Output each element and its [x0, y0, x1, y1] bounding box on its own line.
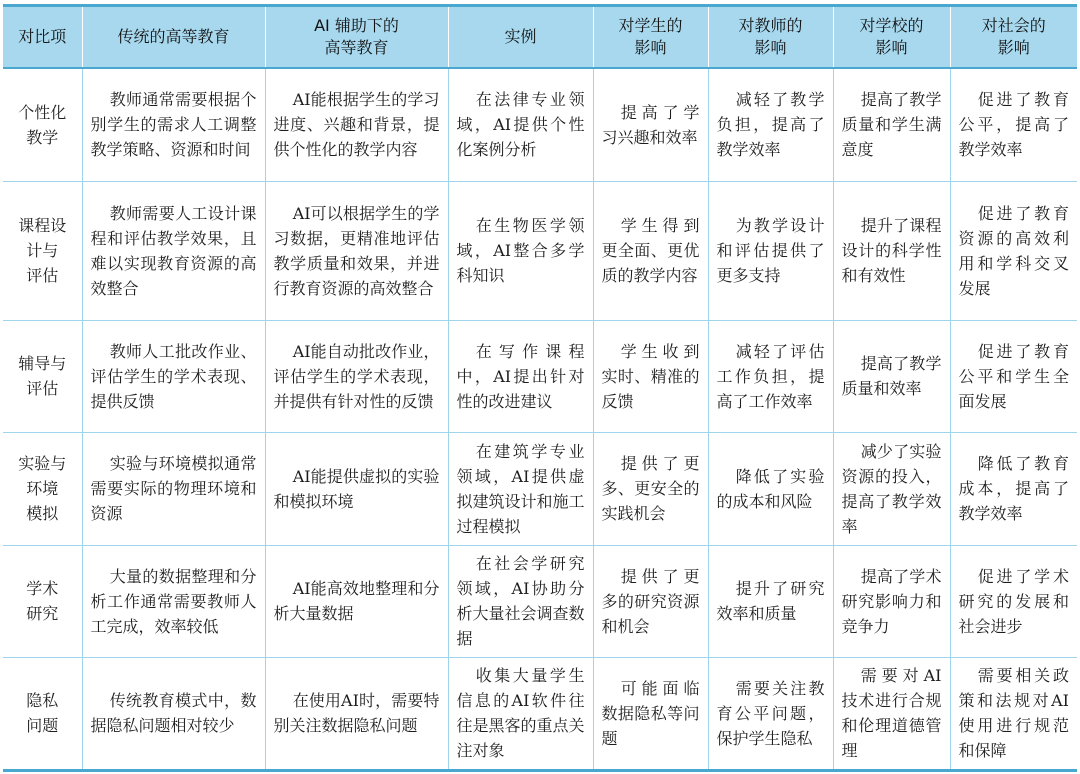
table-cell: 收集大量学生信息的AI软件往往是黑客的重点关注对象 — [448, 657, 593, 770]
table-cell: 在法律专业领域，AI提供个性化案例分析 — [448, 68, 593, 181]
header-cell-teachers — [708, 7, 833, 68]
table-cell: 可能面临数据隐私等问题 — [593, 657, 708, 770]
row-label: 辅导与 评估 — [3, 320, 82, 432]
header-text: 对学生的 影响 — [618, 16, 683, 57]
row-label: 隐私 问题 — [3, 657, 82, 770]
row-label: 个性化 教学 — [3, 68, 82, 181]
table-cell: AI可以根据学生的学习数据，更精准地评估教学质量和效果，并进行教育资源的高效整合 — [265, 181, 448, 320]
table-cell: 促进了教育资源的高效利用和学科交叉发展 — [950, 181, 1077, 320]
table-cell: 提高了学习兴趣和效率 — [593, 68, 708, 181]
header-cell-item — [3, 7, 82, 68]
table-cell: 教师需要人工设计课程和评估教学效果，且难以实现教育资源的高效整合 — [82, 181, 265, 320]
table-cell: AI能根据学生的学习进度、兴趣和背景，提供个性化的教学内容 — [265, 68, 448, 181]
header-cell-traditional — [82, 7, 265, 68]
table-cell: 为教学设计和评估提供了更多支持 — [708, 181, 833, 320]
table-cell: 需要对AI技术进行合规和伦理道德管理 — [833, 657, 950, 770]
table-cell: 大量的数据整理和分析工作通常需要教师人工完成，效率较低 — [82, 545, 265, 657]
table-cell: AI能提供虚拟的实验和模拟环境 — [265, 432, 448, 545]
table-cell: 教师通常需要根据个别学生的需求人工调整教学策略、资源和时间 — [82, 68, 265, 181]
header-cell-schools — [833, 7, 950, 68]
table-cell: 减少了实验资源的投入，提高了教学效率 — [833, 432, 950, 545]
table-cell: 提高了教学质量和学生满意度 — [833, 68, 950, 181]
header-text: 对学校的 影响 — [859, 16, 924, 57]
table-cell: 实验与环境模拟通常需要实际的物理环境和资源 — [82, 432, 265, 545]
table-cell: 在使用AI时，需要特别关注数据隐私问题 — [265, 657, 448, 770]
row-label: 学术 研究 — [3, 545, 82, 657]
table-row — [3, 181, 1077, 320]
table-cell: 学生得到更全面、更优质的教学内容 — [593, 181, 708, 320]
table-cell: 提供了更多的研究资源和机会 — [593, 545, 708, 657]
header-text: 对社会的 影响 — [981, 16, 1046, 57]
table-cell: 提升了课程设计的科学性和有效性 — [833, 181, 950, 320]
header-text: 传统的高等教育 — [117, 27, 230, 46]
table-cell: AI能高效地整理和分析大量数据 — [265, 545, 448, 657]
table-cell: 减轻了评估工作负担，提高了工作效率 — [708, 320, 833, 432]
header-text: AI 辅助下的 高等教育 — [314, 16, 399, 57]
table-row — [3, 545, 1077, 657]
table-cell: 降低了实验的成本和风险 — [708, 432, 833, 545]
table-cell: AI能自动批改作业，评估学生的学术表现，并提供有针对性的反馈 — [265, 320, 448, 432]
header-text: 对教师的 影响 — [738, 16, 803, 57]
header-text: 对比项 — [18, 27, 67, 46]
table-cell: 提供了更多、更安全的实践机会 — [593, 432, 708, 545]
table-cell: 在社会学研究领域，AI协助分析大量社会调查数据 — [448, 545, 593, 657]
table-cell: 学生收到实时、精准的反馈 — [593, 320, 708, 432]
header-cell-society — [950, 7, 1077, 68]
table-cell: 减轻了教学负担，提高了教学效率 — [708, 68, 833, 181]
table-row — [3, 68, 1077, 181]
row-label: 课程设 计与 评估 — [3, 181, 82, 320]
table-cell: 提升了研究效率和质量 — [708, 545, 833, 657]
table-cell: 提高了教学质量和效率 — [833, 320, 950, 432]
table-row — [3, 432, 1077, 545]
table-cell: 教师人工批改作业、评估学生的学术表现、提供反馈 — [82, 320, 265, 432]
header-cell-students — [593, 7, 708, 68]
table-cell: 需要相关政策和法规对AI使用进行规范和保障 — [950, 657, 1077, 770]
table-cell: 传统教育模式中，数据隐私问题相对较少 — [82, 657, 265, 770]
table-cell: 在生物医学领域，AI整合多学科知识 — [448, 181, 593, 320]
table-cell: 在建筑学专业领域，AI提供虚拟建筑设计和施工过程模拟 — [448, 432, 593, 545]
table-cell: 需要关注教育公平问题，保护学生隐私 — [708, 657, 833, 770]
comparison-table — [3, 7, 1077, 772]
table-cell: 促进了教育公平和学生全面发展 — [950, 320, 1077, 432]
table-cell: 在写作课程中，AI提出针对性的改进建议 — [448, 320, 593, 432]
table-cell: 促进了学术研究的发展和社会进步 — [950, 545, 1077, 657]
table-row — [3, 320, 1077, 432]
header-row — [3, 7, 1077, 68]
row-label: 实验与 环境 模拟 — [3, 432, 82, 545]
header-cell-example — [448, 7, 593, 68]
table-cell: 降低了教育成本，提高了教学效率 — [950, 432, 1077, 545]
table-cell: 提高了学术研究影响力和竞争力 — [833, 545, 950, 657]
header-text: 实例 — [504, 27, 537, 46]
header-cell-ai-assisted — [265, 7, 448, 68]
table-cell: 促进了教育公平，提高了教学效率 — [950, 68, 1077, 181]
table-row — [3, 657, 1077, 770]
